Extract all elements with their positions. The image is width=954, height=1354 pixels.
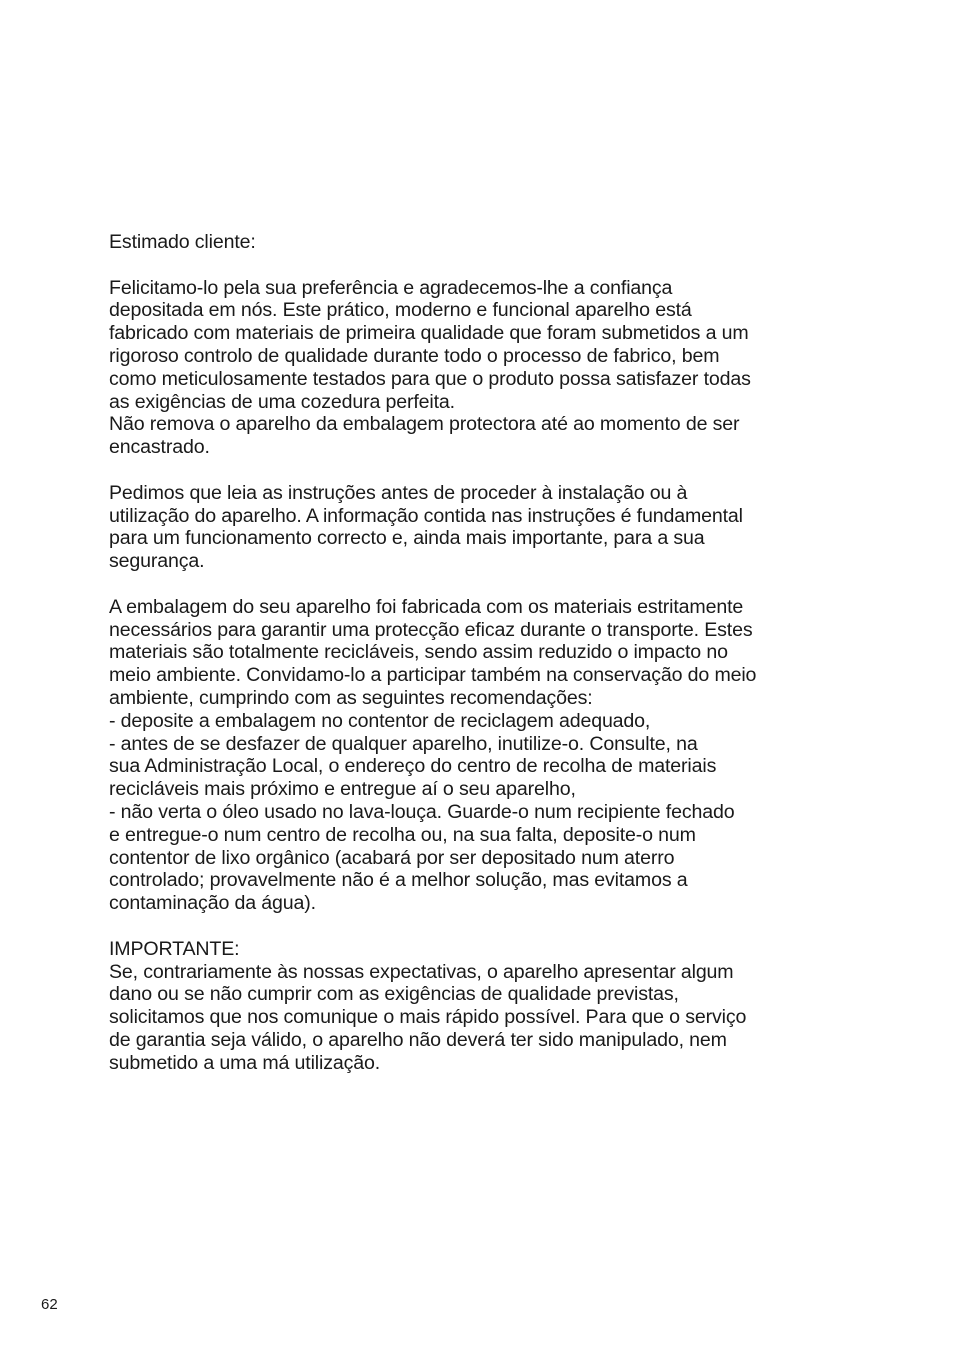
intro-line: Felicitamo-lo pela sua preferência e agradecemos-lhe a confiança (109, 276, 673, 299)
packaging-line: - antes de se desfazer de qualquer aparelho, inutilize-o. Consulte, na (109, 732, 698, 755)
intro-paragraph (109, 277, 869, 459)
document-body (109, 231, 869, 1074)
packaging-line: materiais são totalmente recicláveis, sendo assim reduzido o impacto no (109, 641, 728, 664)
intro-line: fabricado com materiais de primeira qualidade que foram submetidos a um (109, 322, 749, 345)
packaging-line: ambiente, cumprindo com as seguintes recomendações: (109, 686, 593, 709)
intro-line: as exigências de uma cozedura perfeita. (109, 390, 455, 413)
packaging-line: - não verta o óleo usado no lava-louça. Guarde-o num recipiente fechado (109, 800, 735, 823)
instructions-line: utilização do aparelho. A informação contida nas instruções é fundamental (109, 504, 743, 527)
packaging-line: e entregue-o num centro de recolha ou, na sua falta, deposite-o num (109, 823, 696, 846)
instructions-line: Pedimos que leia as instruções antes de proceder à instalação ou à (109, 481, 688, 504)
important-line: de garantia seja válido, o aparelho não deverá ter sido manipulado, nem (109, 1028, 727, 1051)
paragraph-spacer (109, 573, 869, 596)
packaging-line: A embalagem do seu aparelho foi fabricada com os materiais estritamente (109, 595, 744, 618)
paragraph-spacer (109, 915, 869, 938)
greeting: Estimado cliente: (109, 231, 256, 253)
page-number: 62 (41, 1296, 58, 1313)
packaging-line: necessários para garantir uma protecção eficaz durante o transporte. Estes (109, 618, 753, 641)
important-line: dano ou se não cumprir com as exigências de qualidade previstas, (109, 983, 679, 1006)
paragraph-spacer (109, 459, 869, 482)
instructions-line: segurança. (109, 550, 205, 573)
packaging-line: meio ambiente. Convidamo-lo a participar também na conservação do meio (109, 664, 757, 687)
instructions-line: para um funcionamento correcto e, ainda mais importante, para a sua (109, 527, 705, 550)
packaging-line: sua Administração Local, o endereço do centro de recolha de materiais (109, 755, 717, 778)
important-section (109, 938, 869, 1075)
intro-line: depositada em nós. Este prático, moderno e funcional aparelho está (109, 299, 692, 322)
packaging-line: controlado; provavelmente não é a melhor solução, mas evitamos a (109, 869, 688, 892)
packaging-line: contaminação da água). (109, 892, 316, 915)
intro-line: encastrado. (109, 436, 210, 459)
paragraph-spacer (109, 254, 869, 277)
packaging-line: contentor de lixo orgânico (acabará por ser depositado num aterro (109, 846, 675, 869)
important-line: submetido a uma má utilização. (109, 1051, 381, 1074)
packaging-paragraph (109, 596, 869, 915)
important-heading: IMPORTANTE: (109, 937, 240, 960)
important-line: solicitamos que nos comunique o mais rápido possível. Para que o serviço (109, 1006, 747, 1029)
important-line: Se, contrariamente às nossas expectativas, o aparelho apresentar algum (109, 960, 734, 983)
packaging-line: - deposite a embalagem no contentor de reciclagem adequado, (109, 709, 651, 732)
packaging-line: recicláveis mais próximo e entregue aí o seu aparelho, (109, 778, 576, 801)
intro-line: rigoroso controlo de qualidade durante todo o processo de fabrico, bem (109, 344, 720, 367)
intro-line: Não remova o aparelho da embalagem protectora até ao momento de ser (109, 413, 740, 436)
intro-line: como meticulosamente testados para que o produto possa satisfazer todas (109, 367, 751, 390)
instructions-paragraph (109, 482, 869, 573)
